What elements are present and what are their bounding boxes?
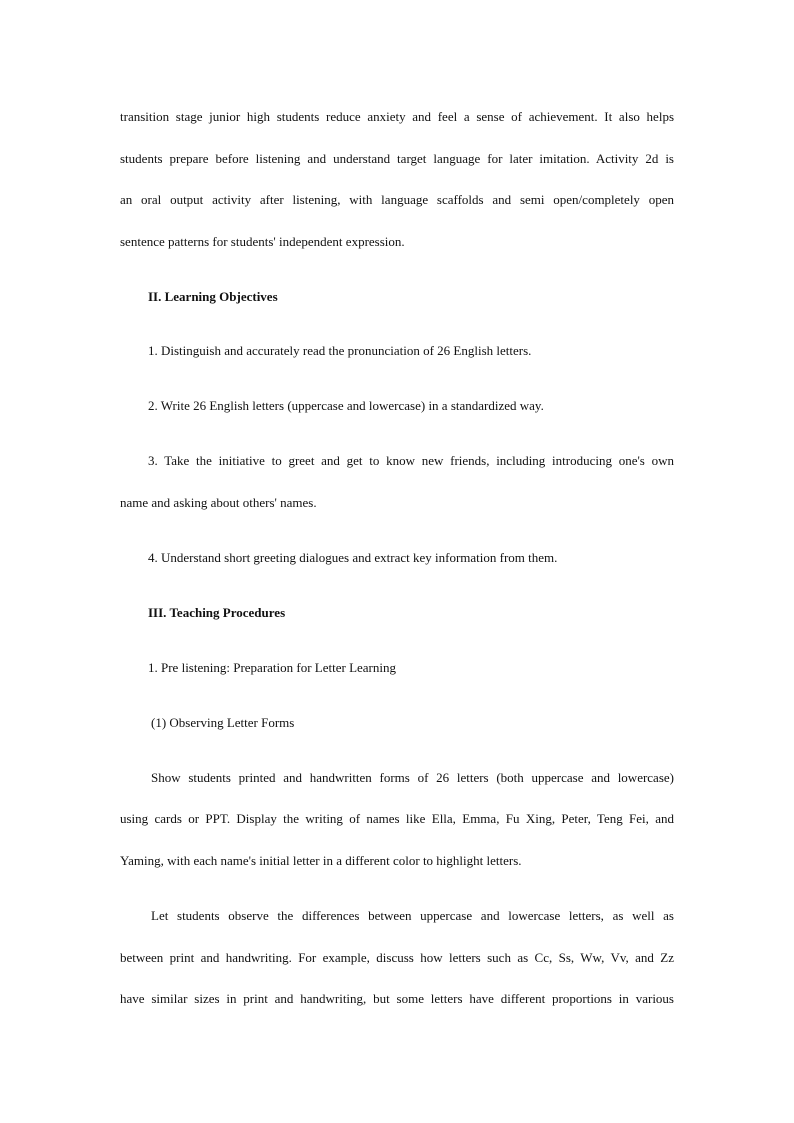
paragraph-line: have similar sizes in print and handwriting, but some letters have different proportions in various [120,991,674,1006]
paragraph-line: an oral output activity after listening, with language scaffolds and semi open/completely open [120,192,674,207]
paragraph-line: Yaming, with each name's initial letter in a different color to highlight letters. [120,853,522,868]
objective-item-continued: name and asking about others' names. [120,495,317,510]
objective-item: 4. Understand short greeting dialogues and extract key information from them. [148,550,558,565]
procedure-substep-title: (1) Observing Letter Forms [151,715,295,730]
section-heading-objectives: II. Learning Objectives [148,289,278,304]
paragraph-line: Show students printed and handwritten forms of 26 letters (both uppercase and lowercase) [151,770,674,785]
procedure-step-title: 1. Pre listening: Preparation for Letter Learning [148,660,397,675]
paragraph-line: sentence patterns for students' independent expression. [120,234,405,249]
paragraph-line: between print and handwriting. For example, discuss how letters such as Cc, Ss, Ww, Vv, and Zz [120,950,674,965]
paragraph-line: Let students observe the differences between uppercase and lowercase letters, as well as [151,908,674,923]
objective-item: 2. Write 26 English letters (uppercase and lowercase) in a standardized way. [148,398,544,413]
paragraph-line: transition stage junior high students reduce anxiety and feel a sense of achievement. It also helps [120,109,674,124]
objective-item: 3. Take the initiative to greet and get to know new friends, including introducing one's own [148,453,674,468]
objective-item: 1. Distinguish and accurately read the pronunciation of 26 English letters. [148,343,532,358]
paragraph-line: students prepare before listening and understand target language for later imitation. Activity 2d is [120,151,674,166]
paragraph-line: using cards or PPT. Display the writing of names like Ella, Emma, Fu Xing, Peter, Teng Fei, and [120,811,674,826]
section-heading-procedures: III. Teaching Procedures [148,605,286,620]
